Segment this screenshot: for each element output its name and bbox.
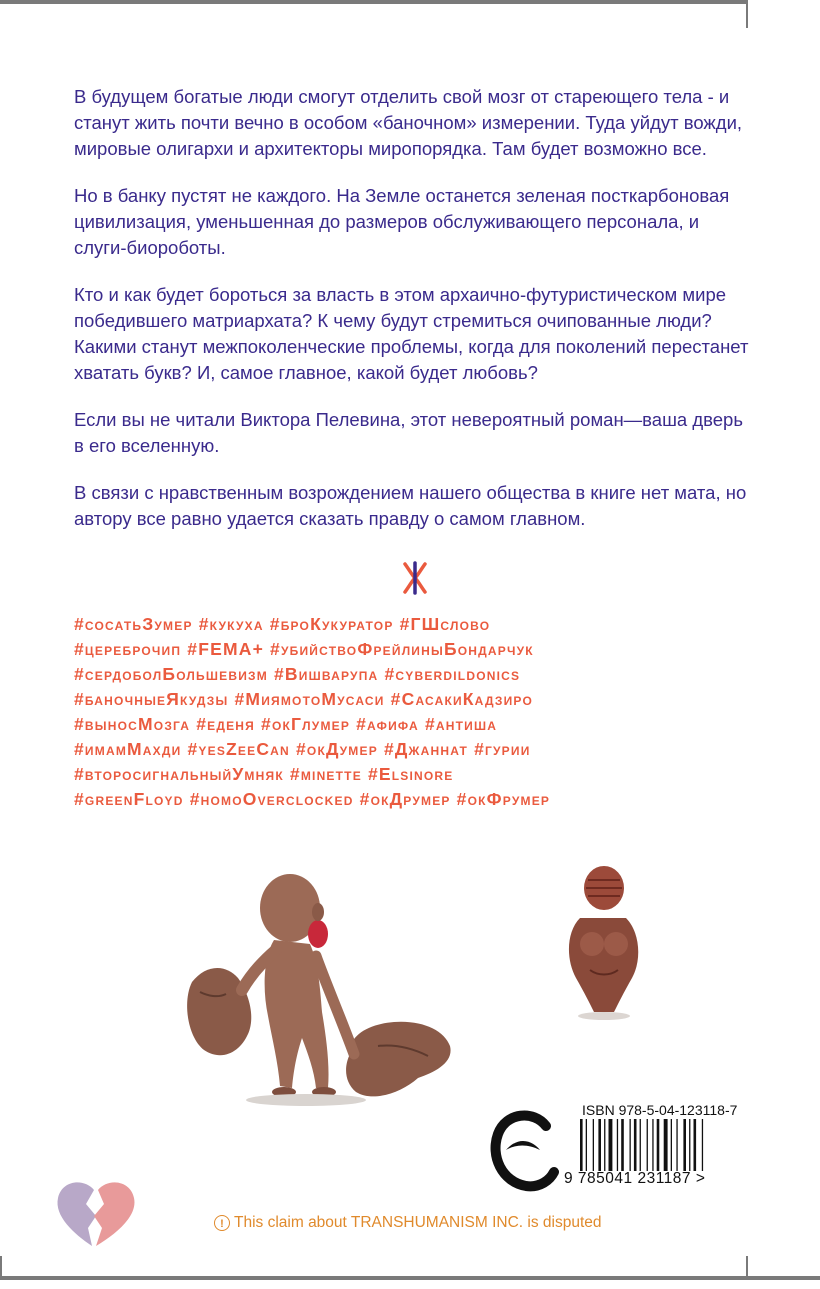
broken-heart-icon <box>54 1178 136 1248</box>
barcode-digits: 9 785041 231187 > <box>564 1170 706 1187</box>
barcode-bar <box>586 1119 587 1171</box>
disputed-notice-text: This claim about TRANSHUMANISM INC. is disputed <box>234 1214 602 1231</box>
barcode-bar <box>657 1119 660 1171</box>
barcode-bar <box>694 1119 697 1171</box>
barcode-bar <box>604 1119 605 1171</box>
barcode-bar <box>702 1119 703 1171</box>
barcode-bar <box>683 1119 686 1171</box>
barcode-bar <box>689 1119 690 1171</box>
warning-icon: ! <box>214 1215 230 1231</box>
hashtag-line: #второсигнальныйУмняк #minette #Elsinore <box>74 764 454 784</box>
frame-top-line <box>0 0 748 4</box>
hashtag-line: #имамМахди #yesZeeCan #окДумер #Джаннат #гурии <box>74 739 531 759</box>
zhe-glyph-icon <box>402 561 428 595</box>
venus-figurine-illustration <box>560 862 646 1020</box>
blurb-paragraph-1: В будущем богатые люди смогут отделить свой мозг от стареющего тела - и станут жить почти вечно в особом «баночном» измерении. Туда уйдут вожди, мировые олигархи и архитекторы миропорядка. Там будет возможно все. <box>74 86 743 159</box>
publisher-logo-icon <box>488 1106 560 1194</box>
frame-bottom-line <box>0 1276 820 1280</box>
barcode-bar <box>640 1119 641 1171</box>
disputed-notice[interactable] <box>214 1214 602 1232</box>
barcode-bar <box>652 1119 653 1171</box>
barcode-bar <box>580 1119 583 1171</box>
hashtag-line: #цереброчип #FEMA+ #убийствоФрейлиныБондарчук <box>74 639 534 659</box>
barcode-bar <box>630 1119 631 1171</box>
barcode-bar <box>593 1119 594 1171</box>
frame-top-right-line <box>746 0 748 28</box>
barcode-bar <box>621 1119 624 1171</box>
blurb-paragraph-3: Кто и как будет бороться за власть в этом архаично-футуристическом мире победившего матриархата? К чему будут стремиться очипованные люди? Какими станут межпоколенческие проблемы, когда для поколений перестанет хватать букв? И, самое главное, какой будет любовь? <box>74 284 749 383</box>
hashtag-list <box>74 612 774 812</box>
isbn-barcode <box>580 1119 730 1171</box>
barcode-bar <box>671 1119 672 1171</box>
blurb <box>74 84 754 553</box>
barcode-bar <box>676 1119 677 1171</box>
hashtag-line: #баночныеЯкудзы #МиямотоМусаси #СасакиКадзиро <box>74 689 534 709</box>
barcode-bar <box>617 1119 618 1171</box>
hashtag-line: #сосатьЗумер #кукуха #броКукуратор #ГШслово <box>74 614 491 634</box>
isbn-label: ISBN 978-5-04-123118-7 <box>582 1102 738 1118</box>
frame-left-line <box>0 1256 2 1278</box>
hashtag-line: #выносМозга #едeня #окГлумер #афифа #антиша <box>74 714 498 734</box>
hashtag-line: #greenFloyd #homoOverclocked #окДрумер #окФрумер <box>74 789 551 809</box>
blurb-paragraph-4: Если вы не читали Виктора Пелевина, этот невероятный роман—ваша дверь в его вселенную. <box>74 409 743 456</box>
hashtag-line: #сердоболБольшевизм #Вишварупа #cyberdildonics <box>74 664 521 684</box>
barcode-bar <box>609 1119 613 1171</box>
ape-man-illustration <box>182 866 454 1122</box>
barcode-bar <box>647 1119 648 1171</box>
barcode-bar <box>598 1119 601 1171</box>
barcode-bar <box>634 1119 637 1171</box>
frame-bottom-right-line <box>746 1256 748 1278</box>
blurb-paragraph-5: В связи с нравственным возрождением нашего общества в книге нет мата, но автору все равно удается сказать правду о самом главном. <box>74 482 747 529</box>
barcode-bar <box>664 1119 668 1171</box>
blurb-paragraph-2: Но в банку пустят не каждого. На Земле останется зеленая посткарбоновая цивилизация, уменьшенная до размеров обслуживающего персонала, и слуги-биороботы. <box>74 185 730 258</box>
